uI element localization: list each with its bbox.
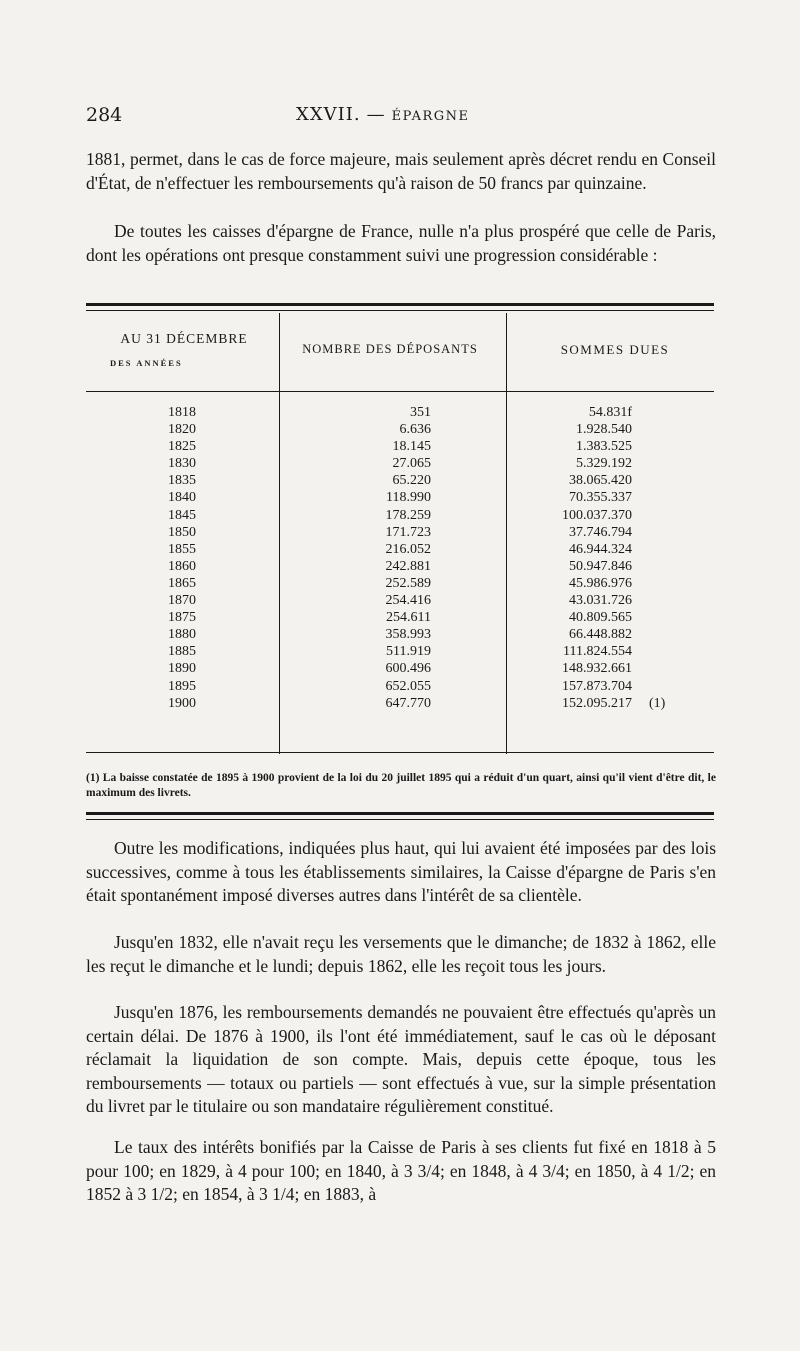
- table-row: [86, 542, 716, 559]
- table-row: [86, 679, 716, 696]
- paragraph-versements: Jusqu'en 1832, elle n'avait reçu les versements que le dimanche; de 1832 à 1862, elle les reçut le dimanche et le lundi; depuis 1862, elle les reçoit tous les jours.: [86, 932, 716, 976]
- cell-depositors: 254.416: [385, 593, 431, 609]
- cell-year: 1870: [168, 593, 196, 609]
- cell-year: 1825: [168, 439, 196, 455]
- cell-sums: 1.928.540: [576, 422, 632, 438]
- table-header-rule: [86, 391, 714, 392]
- cell-year: 1850: [168, 524, 196, 540]
- table-row: [86, 508, 716, 525]
- cell-sums: 66.448.882: [569, 627, 632, 643]
- column-header-year: AU 31 DÉCEMBRE: [120, 331, 248, 346]
- cell-depositors: 65.220: [392, 473, 431, 489]
- table-row: [86, 627, 716, 644]
- cell-depositors: 171.723: [385, 524, 431, 540]
- paragraph-continued: 1881, permet, dans le cas de force majeure, mais seulement après décret rendu en Conseil d'État, de n'effectuer les remboursements qu'à raison de 50 francs par quinzaine.: [86, 149, 716, 193]
- table-row: [86, 576, 716, 593]
- cell-year: 1835: [168, 473, 196, 489]
- table-top-rule-thin: [86, 310, 714, 311]
- cell-depositors: 18.145: [392, 439, 431, 455]
- cell-depositors: 254.611: [386, 610, 431, 626]
- cell-year: 1818: [168, 405, 196, 420]
- cell-sums: 40.809.565: [569, 610, 632, 626]
- table-row: [86, 525, 716, 542]
- table-row: [86, 644, 716, 661]
- table-row: [86, 610, 716, 627]
- cell-depositors: 351: [410, 405, 431, 420]
- paragraph-remboursements: Jusqu'en 1876, les remboursements demandés ne pouvaient être effectués qu'après un certain délai. De 1876 à 1900, ils l'ont été immédiatement, sauf le cas où le déposant réclamait la liquidation de son compte. Mais, depuis cette époque, tous les remboursements — totaux ou partiels — sont effectués à vue, sur la simple présentation du livret par le titulaire ou son mandataire régulièrement constitué.: [86, 1002, 716, 1116]
- cell-depositors: 252.589: [385, 575, 431, 591]
- footnote: (1) La baisse constatée de 1895 à 1900 provient de la loi du 20 juillet 1895 qui a réduit d'un quart, ainsi qu'il vient d'être dit, le maximum des livrets.: [86, 772, 716, 799]
- table-row: [86, 422, 716, 439]
- cell-sums: 54.831f: [588, 405, 632, 420]
- cell-depositors: 511.919: [386, 644, 431, 660]
- table-row: [86, 593, 716, 610]
- cell-sums: 38.065.420: [569, 473, 632, 489]
- cell-sums: 100.037.370: [562, 507, 632, 523]
- footnote-rule-thin: [86, 819, 714, 820]
- cell-year: 1845: [168, 507, 196, 523]
- page-header: [86, 104, 716, 134]
- cell-sums: 1.383.525: [576, 439, 632, 455]
- table-top-rule: [86, 303, 714, 306]
- table-row: [86, 473, 716, 490]
- page-number: 284: [86, 104, 123, 126]
- column-header-year-sub: DES ANNÉES: [110, 358, 183, 368]
- cell-sums: 50.947.846: [569, 558, 632, 574]
- cell-depositors: 242.881: [385, 558, 431, 574]
- cell-sums: 43.031.726: [569, 593, 632, 609]
- cell-sums: 46.944.324: [569, 541, 632, 557]
- cell-year: 1840: [168, 490, 196, 506]
- title-separator: —: [366, 104, 386, 125]
- table-row: [86, 661, 716, 678]
- cell-sums: 37.746.794: [569, 524, 632, 540]
- cell-sums: 45.986.976: [569, 575, 632, 591]
- cell-year: 1895: [168, 678, 196, 694]
- footnote-rule: [86, 812, 714, 815]
- cell-depositors: 358.993: [385, 627, 431, 643]
- table-row: [86, 490, 716, 507]
- section-title: ÉPARGNE: [391, 109, 470, 124]
- cell-year: 1830: [168, 456, 196, 472]
- cell-depositors: 216.052: [385, 541, 431, 557]
- cell-year: 1855: [168, 541, 196, 557]
- cell-sums: 5.329.192: [576, 456, 632, 472]
- table-row: [86, 405, 716, 422]
- cell-year: 1885: [168, 644, 196, 660]
- cell-depositors: 600.496: [385, 661, 431, 677]
- cell-year: 1900: [168, 695, 196, 711]
- cell-depositors: 178.259: [385, 507, 431, 523]
- table-bottom-rule: [86, 752, 714, 753]
- cell-year: 1820: [168, 422, 196, 438]
- cell-sums: 152.095.217: [562, 695, 632, 711]
- footnote-marker: (1): [649, 695, 666, 711]
- table-row: [86, 456, 716, 473]
- paragraph-modifications: Outre les modifications, indiquées plus haut, qui lui avaient été imposées par des lois successives, comme à tous les établissements similaires, la Caisse d'épargne de Paris s'en était spontanément imposé diverses autres dans l'intérêt de sa clientèle.: [86, 838, 716, 905]
- table-row: [86, 696, 716, 713]
- column-header-sums: SOMMES DUES: [560, 342, 670, 357]
- cell-depositors: 6.636: [399, 422, 431, 438]
- cell-year: 1860: [168, 558, 196, 574]
- cell-depositors: 118.990: [386, 490, 431, 506]
- paragraph-intro-table: De toutes les caisses d'épargne de France, nulle n'a plus prospéré que celle de Paris, dont les opérations ont presque constamment suivi une progression considérable :: [86, 221, 716, 265]
- cell-sums: 111.824.554: [563, 644, 632, 660]
- cell-sums: 157.873.704: [562, 678, 632, 694]
- cell-depositors: 647.770: [385, 695, 431, 711]
- cell-year: 1880: [168, 627, 196, 643]
- cell-year: 1890: [168, 661, 196, 677]
- table-body: [86, 405, 716, 713]
- cell-sums: 70.355.337: [569, 490, 632, 506]
- chapter-number: XXVII.: [296, 104, 361, 125]
- cell-year: 1875: [168, 610, 196, 626]
- table-row: [86, 559, 716, 576]
- column-header-depositors: NOMBRE DES DÉPOSANTS: [302, 342, 478, 356]
- running-title: [296, 104, 470, 125]
- paragraph-taux: Le taux des intérêts bonifiés par la Caisse de Paris à ses clients fut fixé en 1818 à 5 pour 100; en 1829, à 4 pour 100; en 1840, à 3 3/4; en 1848, à 4 3/4; en 1850, à 4 1/2; en 1852 à 3 1/2; en 1854, à 3 1/4; en 1883, à: [86, 1137, 716, 1204]
- cell-year: 1865: [168, 575, 196, 591]
- table-row: [86, 439, 716, 456]
- cell-depositors: 27.065: [392, 456, 431, 472]
- cell-sums: 148.932.661: [562, 661, 632, 677]
- cell-depositors: 652.055: [385, 678, 431, 694]
